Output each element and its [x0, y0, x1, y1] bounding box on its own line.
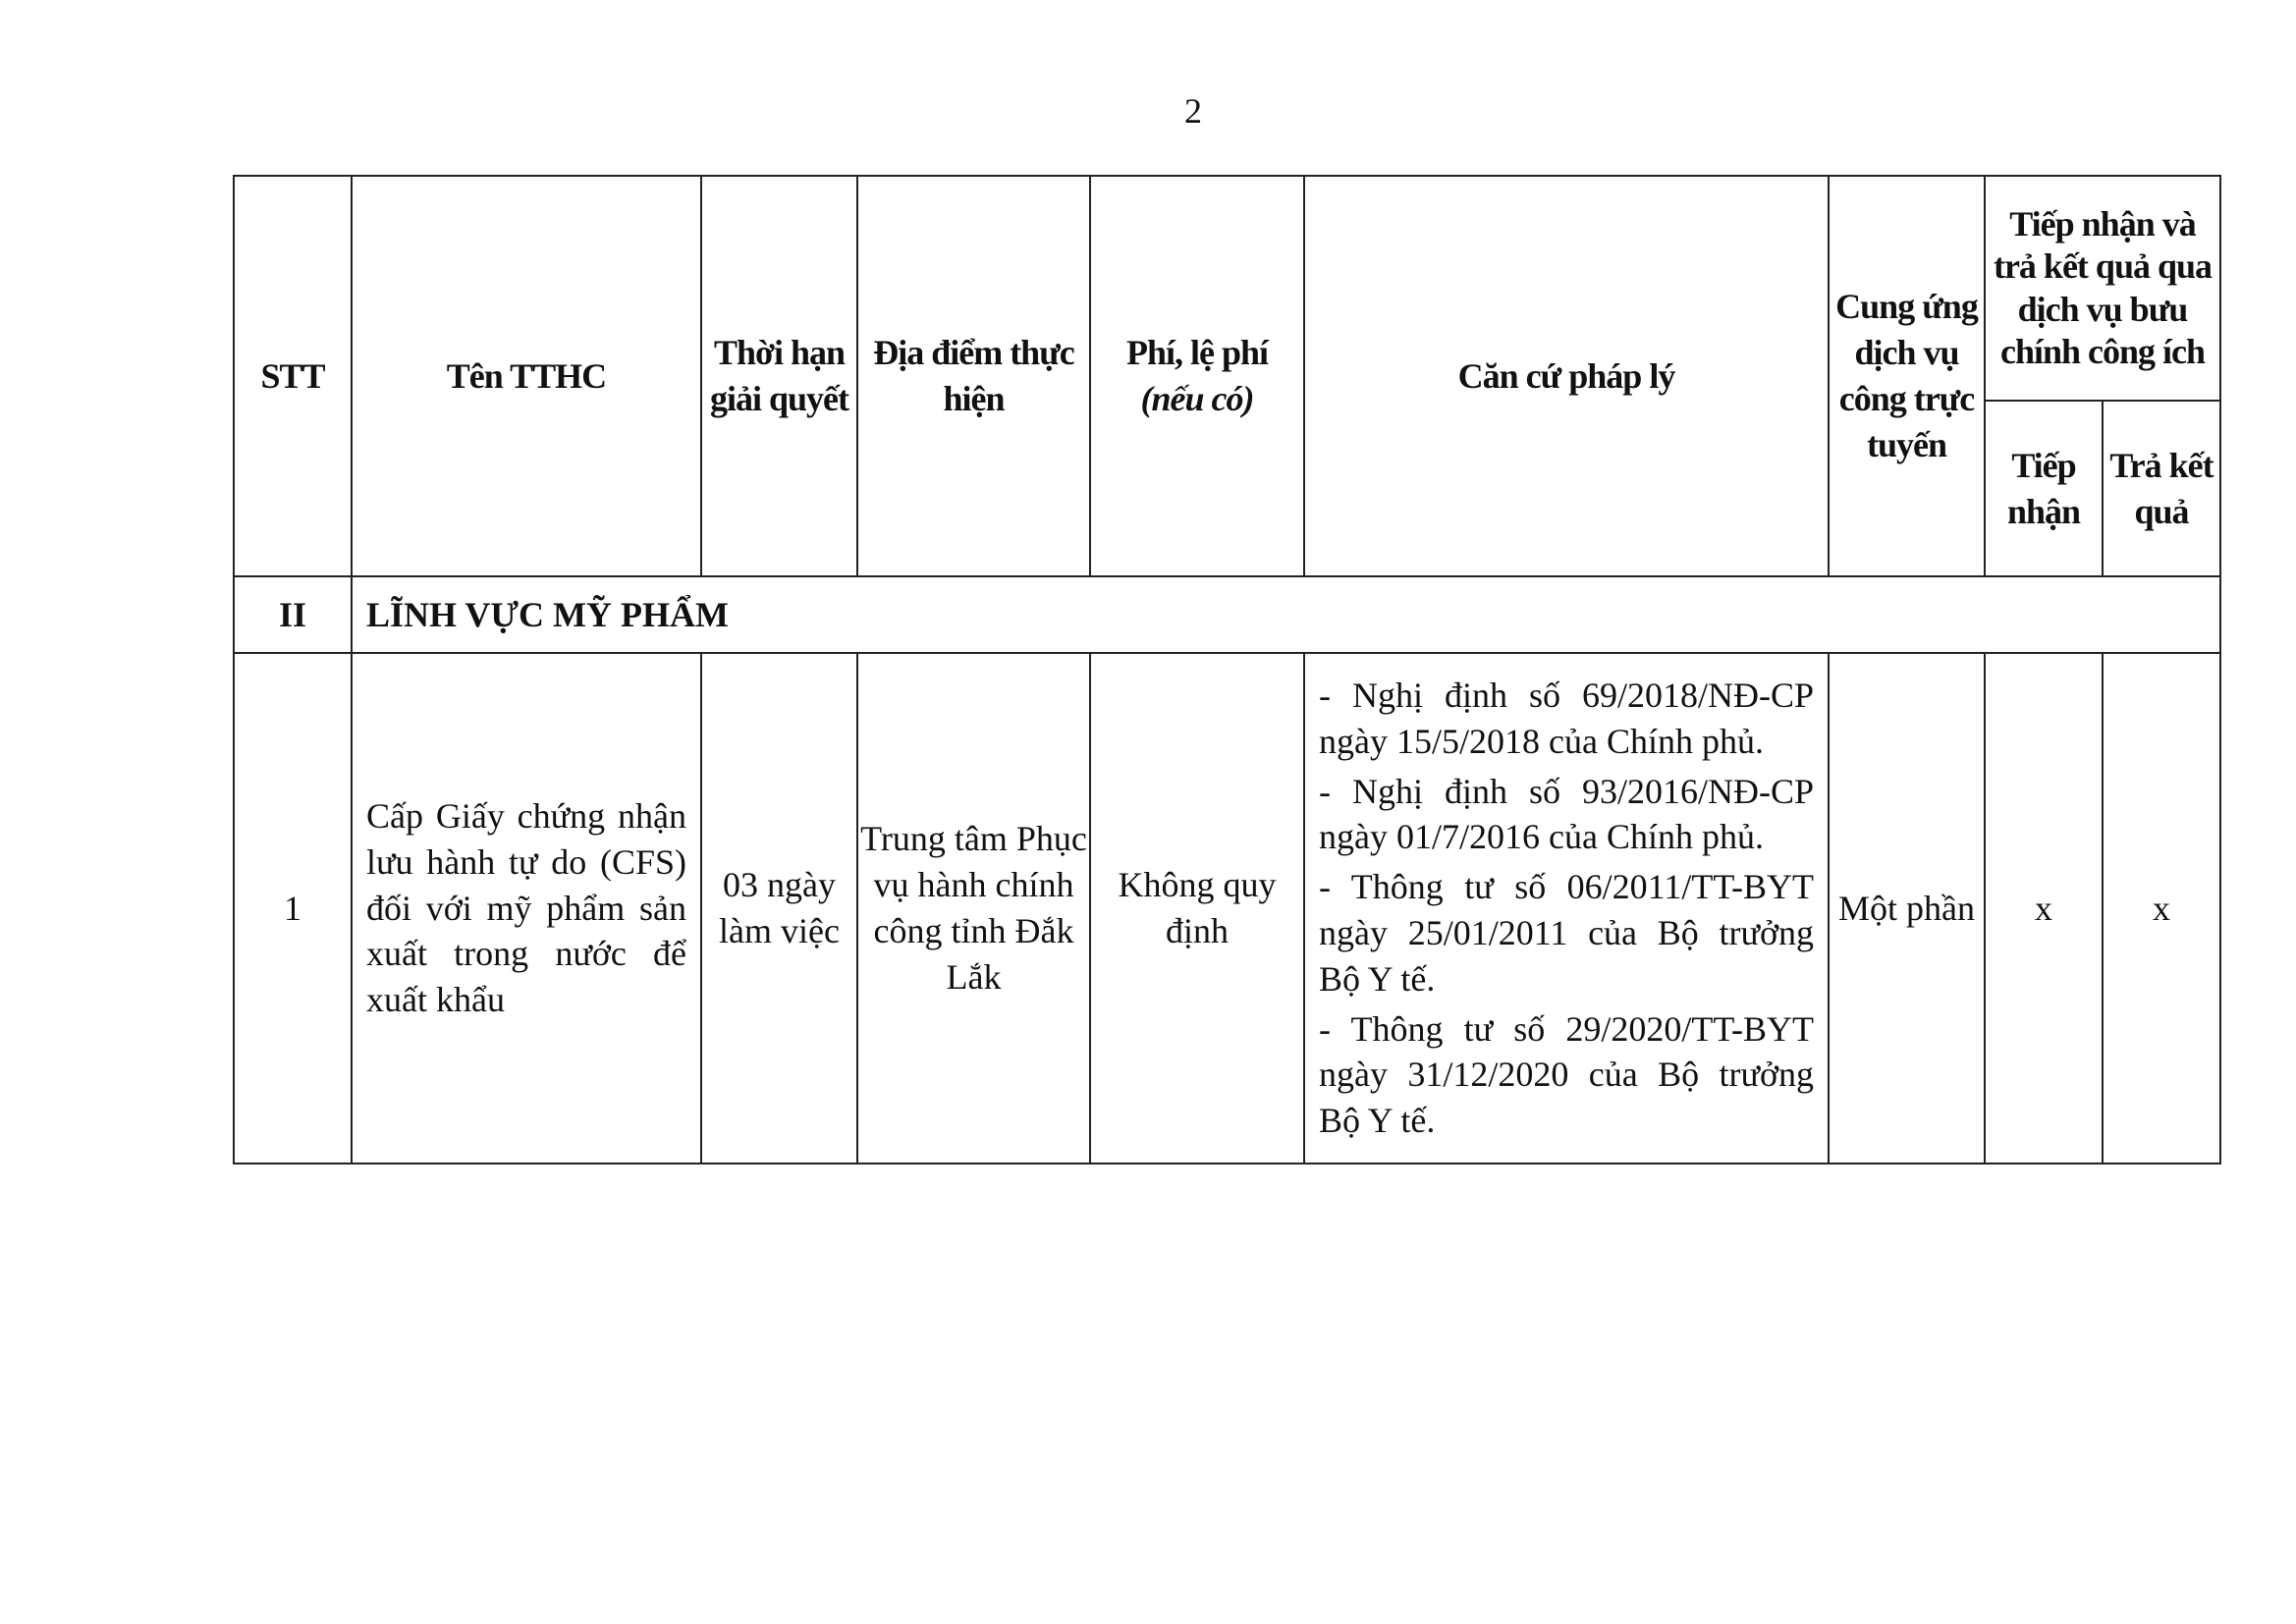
row-fee: Không quy định	[1090, 653, 1304, 1164]
header-fee-label: Phí, lệ phí	[1125, 333, 1269, 373]
header-location: Địa điểm thực hiện	[857, 176, 1090, 576]
section-title: LĨNH VỰC MỸ PHẨM	[352, 576, 2220, 653]
row-duration: 03 ngày làm việc	[701, 653, 857, 1164]
row-postal-return: x	[2103, 653, 2220, 1164]
procedure-table	[233, 175, 2221, 1164]
legal-basis-item: - Thông tư số 06/2011/TT-BYT ngày 25/01/2011 của Bộ trưởng Bộ Y tế.	[1319, 867, 1814, 999]
row-location: Trung tâm Phục vụ hành chính công tỉnh Đắk Lắk	[857, 653, 1090, 1164]
row-postal-receive: x	[1985, 653, 2103, 1164]
header-postal-return: Trả kết quả	[2103, 401, 2220, 576]
legal-basis-item: - Nghị định số 93/2016/NĐ-CP ngày 01/7/2016 của Chính phủ.	[1319, 771, 1814, 857]
header-fee	[1090, 176, 1304, 576]
header-online-service: Cung ứng dịch vụ công trực tuyến	[1829, 176, 1985, 576]
header-duration: Thời hạn giải quyết	[701, 176, 857, 576]
table-row	[234, 653, 2220, 1164]
header-fee-note: (nếu có)	[1140, 379, 1254, 418]
row-legal-basis	[1304, 653, 1829, 1164]
section-number: II	[234, 576, 352, 653]
header-legal-basis: Căn cứ pháp lý	[1304, 176, 1829, 576]
row-stt: 1	[234, 653, 352, 1164]
section-row	[234, 576, 2220, 653]
header-postal-service: Tiếp nhận và trả kết quả qua dịch vụ bưu chính công ích	[1985, 176, 2220, 401]
legal-basis-item: - Thông tư số 29/2020/TT-BYT ngày 31/12/2020 của Bộ trưởng Bộ Y tế.	[1319, 1008, 1814, 1141]
header-stt: STT	[234, 176, 352, 576]
row-online-service: Một phần	[1829, 653, 1985, 1164]
page-number: 2	[1184, 91, 1202, 131]
row-procedure-name: Cấp Giấy chứng nhận lưu hành tự do (CFS) đối với mỹ phẩm sản xuất trong nước để xuất khẩu	[352, 653, 701, 1164]
legal-basis-item: - Nghị định số 69/2018/NĐ-CP ngày 15/5/2018 của Chính phủ.	[1319, 676, 1814, 761]
header-postal-receive: Tiếp nhận	[1985, 401, 2103, 576]
header-procedure-name: Tên TTHC	[352, 176, 701, 576]
